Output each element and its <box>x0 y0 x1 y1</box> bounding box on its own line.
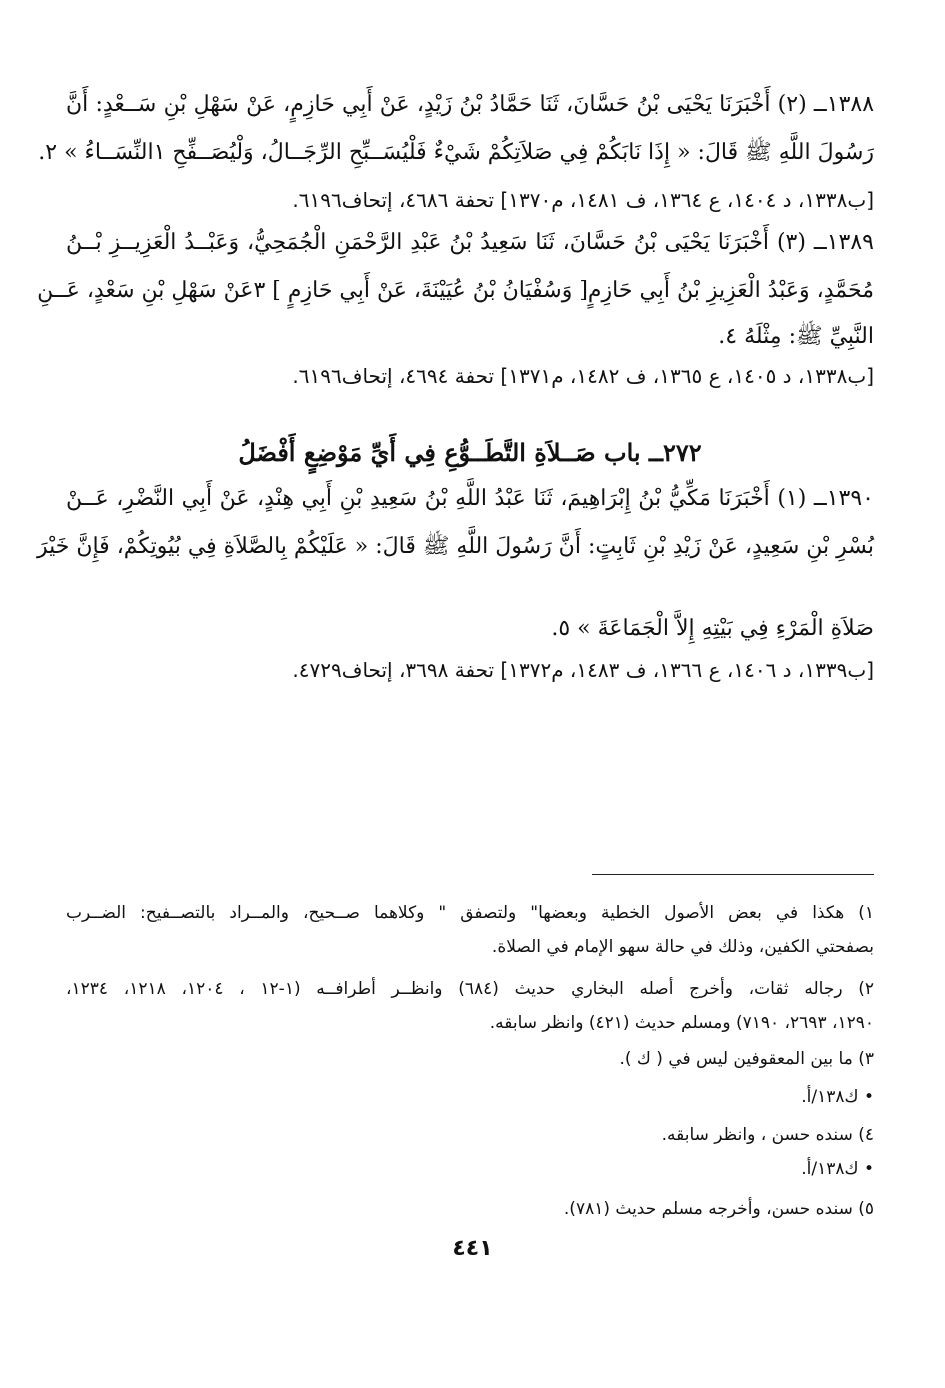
hadith-1389-line-3: النَّبِيِّ ﷺ: مِثْلَهُ ٤. <box>718 324 874 349</box>
page-number: ٤٤١ <box>452 1236 493 1261</box>
footnote-3: ٣) ما بين المعقوفين ليس في ( ك ). <box>619 1049 874 1069</box>
hadith-1388-line-1: ١٣٨٨ــ (٢) أَخْبَرَنَا يَحْيَى بْنُ حَسَّانَ، ثَنَا حَمَّادُ بْنُ زَيْدٍ، عَنْ أَبِي حَازِمٍ، عَنْ سَهْلِ بْنِ سَــعْدٍ: أَنَّ <box>66 92 875 117</box>
hadith-1389-line-2: مُحَمَّدٍ، وَعَبْدُ الْعَزِيزِ بْنُ أَبِي حَازِمٍ[ وَسُفْيَانُ بْنُ عُيَيْنَةَ، عَنْ أَبِي حَازِمٍ ] ٣عَنْ سَهْلِ بْنِ سَعْدٍ، عَــنِ <box>37 278 874 303</box>
footnote-4: ٤) سنده حسن ، وانظر سابقه. <box>661 1125 874 1145</box>
footnote-1-line-1: ١) هكذا في بعض الأصول الخطية وبعضها" ولتصفق " وكلاهما صــحيح، والمــراد بالتصــفيح: الضــرب <box>66 903 874 923</box>
hadith-1388-line-2: رَسُولَ اللَّهِ ﷺ قَالَ: « إِذَا نَابَكُمْ فِي صَلاَتِكُمْ شَيْءٌ فَلْيُسَــبِّحِ الرِّجَــالُ، وَلْيُصَــفِّحِ ١النِّسَــاءُ » ٢. <box>38 140 874 165</box>
manuscript-marker-2: • ك١٣٨/أ. <box>801 1159 874 1179</box>
hadith-1390-line-1: ١٣٩٠ــ (١) أَخْبَرَنَا مَكِّيُّ بْنُ إِبْرَاهِيمَ، ثَنَا عَبْدُ اللَّهِ بْنُ سَعِيدِ بْنِ أَبِي هِنْدٍ، عَنْ أَبِي النَّضْرِ، عَــنْ <box>66 486 874 511</box>
footnote-2-line-1: ٢) رجاله ثقات، وأخرج أصله البخاري حديث (٦٨٤) وانظــر أطرافــه (١-١٢ ، ١٢٠٤، ١٢١٨، ١٢٣٤، <box>66 979 875 999</box>
hadith-1390-reference: [ب١٣٣٩، د ١٤٠٦، ع ١٣٦٦، ف ١٤٨٣، م١٣٧٢] تحفة ٣٦٩٨، إتحاف٤٧٢٩. <box>292 658 874 682</box>
hadith-1388-reference: [ب١٣٣٨، د ١٤٠٤، ع ١٣٦٤، ف ١٤٨١، م١٣٧٠] تحفة ٤٦٨٦، إتحاف٦١٩٦. <box>292 188 874 212</box>
footnote-5: ٥) سنده حسن، وأخرجه مسلم حديث (٧٨١). <box>563 1199 874 1219</box>
hadith-1389-line-1: ١٣٨٩ــ (٣) أَخْبَرَنَا يَحْيَى بْنُ حَسَّانَ، ثَنَا سَعِيدُ بْنُ عَبْدِ الرَّحْمَنِ الْجُمَحِيُّ، وَعَبْــدُ الْعَزِيــزِ بْــنُ <box>66 230 874 255</box>
hadith-1390-line-2: بُسْرِ بْنِ سَعِيدٍ، عَنْ زَيْدِ بْنِ ثَابِتٍ: أَنَّ رَسُولَ اللَّهِ ﷺ قَالَ: « عَلَيْكُمْ بِالصَّلاَةِ فِي بُيُوتِكُمْ، فَإِنَّ خَيْرَ <box>36 534 874 559</box>
footnote-2-line-2: ١٢٩٠، ٢٦٩٣، ٧١٩٠) ومسلم حديث (٤٢١) وانظر سابقه. <box>489 1013 874 1033</box>
manuscript-marker-1: • ك١٣٨/أ. <box>801 1087 874 1107</box>
hadith-1389-reference: [ب١٣٣٨، د ١٤٠٥، ع ١٣٦٥، ف ١٤٨٢، م١٣٧١] تحفة ٤٦٩٤، إتحاف٦١٩٦. <box>292 364 874 388</box>
footnote-divider <box>592 874 874 875</box>
footnote-1-line-2: بصفحتي الكفين، وذلك في حالة سهو الإمام في الصلاة. <box>491 937 874 957</box>
hadith-1390-line-3: صَلاَةِ الْمَرْءِ فِي بَيْتِهِ إِلاَّ الْجَمَاعَةَ » ٥. <box>551 616 874 641</box>
chapter-heading: ٢٧٢ــ باب صَــلاَةِ التَّطَــوُّعِ فِي أَيِّ مَوْضِعٍ أَفْضَلُ <box>238 438 702 467</box>
